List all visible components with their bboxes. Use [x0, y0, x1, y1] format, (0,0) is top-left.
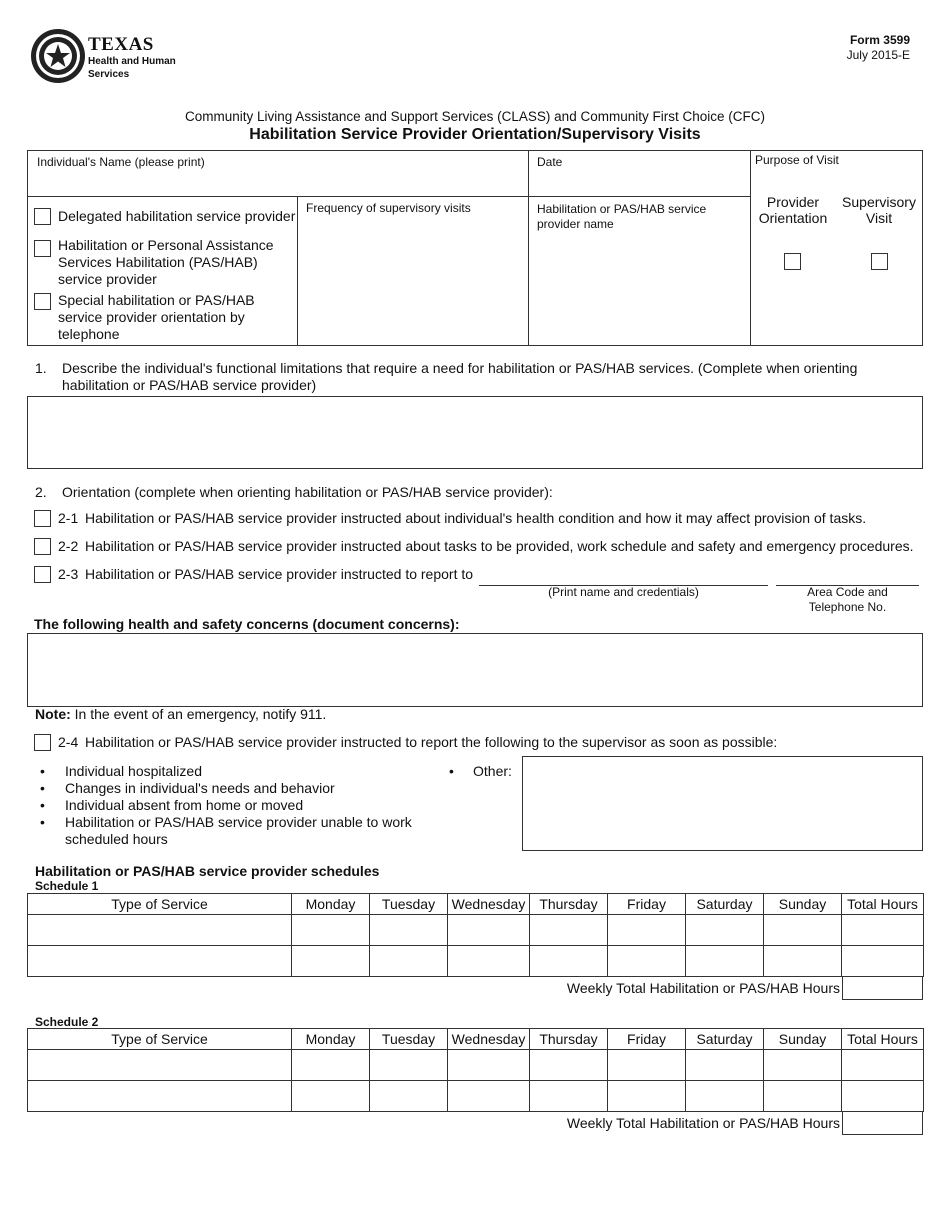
schedule-1-label: Schedule 1	[35, 879, 99, 893]
table-cell[interactable]	[608, 915, 686, 946]
table-cell[interactable]	[370, 1050, 448, 1081]
schedules-heading: Habilitation or PAS/HAB service provider schedules	[35, 863, 380, 879]
table-cell[interactable]	[842, 1050, 924, 1081]
texas-hhs-logo	[30, 28, 190, 86]
bullet-4: •	[40, 814, 45, 830]
provider-name-label: Habilitation or PAS/HAB service provider name	[537, 202, 707, 231]
table-cell[interactable]	[28, 1081, 292, 1112]
table-cell[interactable]	[28, 1050, 292, 1081]
table-cell[interactable]	[764, 915, 842, 946]
table-cell[interactable]	[292, 1050, 370, 1081]
bullet-1: •	[40, 763, 45, 779]
logo-texas: TEXAS	[88, 34, 154, 55]
table-cell[interactable]	[28, 915, 292, 946]
table-cell[interactable]	[448, 1050, 530, 1081]
table-cell[interactable]	[686, 946, 764, 977]
supervisory-visit-checkbox[interactable]	[871, 253, 888, 270]
item-2-3-number: 2-3	[58, 566, 79, 582]
table-cell[interactable]	[686, 1050, 764, 1081]
item-2-1-checkbox[interactable]	[34, 510, 51, 527]
table-cell[interactable]	[530, 915, 608, 946]
schedule-1-table	[27, 893, 924, 977]
date-field[interactable]	[528, 150, 751, 197]
item-2-4-text: Habilitation or PAS/HAB service provider instructed to report the following to the supervisor as soon as possible:	[85, 734, 778, 750]
col-sunday: Sunday	[764, 894, 842, 915]
table-row	[28, 1050, 924, 1081]
state-seal-icon	[30, 28, 86, 84]
item-2-3-checkbox[interactable]	[34, 566, 51, 583]
frequency-label: Frequency of supervisory visits	[306, 201, 471, 215]
schedule-2-header-row	[28, 1029, 924, 1050]
table-cell[interactable]	[530, 946, 608, 977]
form-date: July 2015-E	[846, 48, 910, 62]
special-orientation-label: Special habilitation or PAS/HAB service provider orientation by telephone	[58, 292, 255, 342]
table-cell[interactable]	[686, 915, 764, 946]
table-cell[interactable]	[842, 946, 924, 977]
delegated-provider-label: Delegated habilitation service provider	[58, 208, 296, 224]
item-2-2-text: Habilitation or PAS/HAB service provider instructed about tasks to be provided, work schedule and safety and emergency procedures.	[85, 538, 914, 554]
col-total-hours: Total Hours	[842, 894, 924, 915]
frequency-field[interactable]	[297, 196, 529, 346]
table-cell[interactable]	[842, 1081, 924, 1112]
page-title: Habilitation Service Provider Orientation/Supervisory Visits	[249, 126, 701, 143]
col-friday: Friday	[608, 1029, 686, 1050]
table-cell[interactable]	[608, 1081, 686, 1112]
table-cell[interactable]	[842, 915, 924, 946]
table-cell[interactable]	[764, 946, 842, 977]
logo-line2: Health and Human	[88, 56, 176, 67]
schedule-1-header-row	[28, 894, 924, 915]
emergency-note	[35, 706, 326, 722]
table-cell[interactable]	[370, 915, 448, 946]
item-2-4-checkbox[interactable]	[34, 734, 51, 751]
table-cell[interactable]	[608, 1050, 686, 1081]
functional-limitations-textarea[interactable]	[27, 396, 923, 469]
q2-text: Orientation (complete when orienting habilitation or PAS/HAB service provider):	[62, 484, 553, 500]
table-cell[interactable]	[370, 1081, 448, 1112]
col-tuesday: Tuesday	[370, 894, 448, 915]
schedule-2-table	[27, 1028, 924, 1112]
area-code-label: Area Code and Telephone No.	[807, 585, 888, 614]
program-title: Community Living Assistance and Support Services (CLASS) and Community First Choice (CFC)	[185, 109, 765, 124]
col-monday: Monday	[292, 894, 370, 915]
bullet-1-text: Individual hospitalized	[65, 763, 202, 779]
col-wednesday: Wednesday	[448, 894, 530, 915]
col-thursday: Thursday	[530, 1029, 608, 1050]
item-2-2-checkbox[interactable]	[34, 538, 51, 555]
table-cell[interactable]	[530, 1081, 608, 1112]
table-row	[28, 915, 924, 946]
col-saturday: Saturday	[686, 894, 764, 915]
logo-line3: Services	[88, 69, 130, 80]
col-wednesday: Wednesday	[448, 1029, 530, 1050]
provider-orientation-label: Provider Orientation	[758, 194, 828, 226]
col-type-of-service: Type of Service	[28, 894, 292, 915]
special-orientation-checkbox[interactable]	[34, 293, 51, 310]
table-cell[interactable]	[448, 946, 530, 977]
provider-orientation-checkbox[interactable]	[784, 253, 801, 270]
schedule-2-weekly-total-label: Weekly Total Habilitation or PAS/HAB Hours	[566, 1115, 840, 1131]
item-2-1-text: Habilitation or PAS/HAB service provider instructed about individual's health condition and how it may affect provision of tasks.	[85, 510, 867, 526]
pashab-provider-label: Habilitation or Personal Assistance Services Habilitation (PAS/HAB) service provider	[58, 237, 274, 287]
individual-name-label: Individual's Name (please print)	[37, 155, 205, 169]
col-type-of-service: Type of Service	[28, 1029, 292, 1050]
individual-name-field[interactable]	[27, 150, 529, 197]
other-bullet: •	[449, 763, 454, 779]
table-row	[28, 1081, 924, 1112]
form-number: Form 3599	[849, 33, 910, 47]
q1-number: 1.	[35, 360, 47, 376]
concerns-label: The following health and safety concerns (document concerns):	[34, 616, 460, 632]
table-cell[interactable]	[608, 946, 686, 977]
schedule-2-label: Schedule 2	[35, 1015, 99, 1029]
provider-name-field[interactable]	[528, 196, 751, 346]
table-cell[interactable]	[292, 915, 370, 946]
col-saturday: Saturday	[686, 1029, 764, 1050]
item-2-4-number: 2-4	[58, 734, 79, 750]
print-name-label: (Print name and credentials)	[548, 585, 699, 599]
item-2-1-number: 2-1	[58, 510, 79, 526]
schedule-1-weekly-total-field[interactable]	[842, 977, 923, 1000]
table-cell[interactable]	[448, 1081, 530, 1112]
table-cell[interactable]	[764, 1081, 842, 1112]
delegated-provider-checkbox[interactable]	[34, 208, 51, 225]
table-cell[interactable]	[28, 946, 292, 977]
table-row	[28, 946, 924, 977]
bullet-3-text: Individual absent from home or moved	[65, 797, 304, 813]
table-cell[interactable]	[686, 1081, 764, 1112]
date-label: Date	[537, 155, 563, 169]
col-tuesday: Tuesday	[370, 1029, 448, 1050]
note-text: In the event of an emergency, notify 911.	[70, 706, 327, 722]
purpose-label: Purpose of Visit	[755, 153, 839, 167]
table-cell[interactable]	[530, 1050, 608, 1081]
bullet-2: •	[40, 780, 45, 796]
table-cell[interactable]	[292, 946, 370, 977]
col-monday: Monday	[292, 1029, 370, 1050]
pashab-provider-checkbox[interactable]	[34, 240, 51, 257]
provider-type-cell	[27, 196, 298, 346]
q2-number: 2.	[35, 484, 47, 500]
item-2-2-number: 2-2	[58, 538, 79, 554]
bullet-4-text: Habilitation or PAS/HAB service provider unable to work scheduled hours	[65, 814, 412, 847]
supervisory-visit-label: Supervisory Visit	[842, 194, 916, 226]
bullet-2-text: Changes in individual's needs and behavior	[65, 780, 335, 796]
table-cell[interactable]	[448, 915, 530, 946]
table-cell[interactable]	[764, 1050, 842, 1081]
bullet-3: •	[40, 797, 45, 813]
col-thursday: Thursday	[530, 894, 608, 915]
schedule-1-weekly-total-label: Weekly Total Habilitation or PAS/HAB Hours	[566, 980, 840, 996]
col-friday: Friday	[608, 894, 686, 915]
other-textarea[interactable]	[522, 756, 923, 851]
purpose-of-visit-cell	[750, 150, 923, 346]
col-sunday: Sunday	[764, 1029, 842, 1050]
other-label: Other:	[473, 763, 512, 779]
table-cell[interactable]	[370, 946, 448, 977]
schedule-2-weekly-total-field[interactable]	[842, 1112, 923, 1135]
concerns-textarea[interactable]	[27, 633, 923, 707]
item-2-3-text: Habilitation or PAS/HAB service provider instructed to report to	[85, 566, 474, 582]
q1-text: Describe the individual's functional limitations that require a need for habilitation or PAS/HAB services. (Complete when orienting habilitation or PAS/HAB service provider)	[62, 360, 858, 393]
table-cell[interactable]	[292, 1081, 370, 1112]
note-bold: Note:	[35, 706, 71, 722]
col-total-hours: Total Hours	[842, 1029, 924, 1050]
